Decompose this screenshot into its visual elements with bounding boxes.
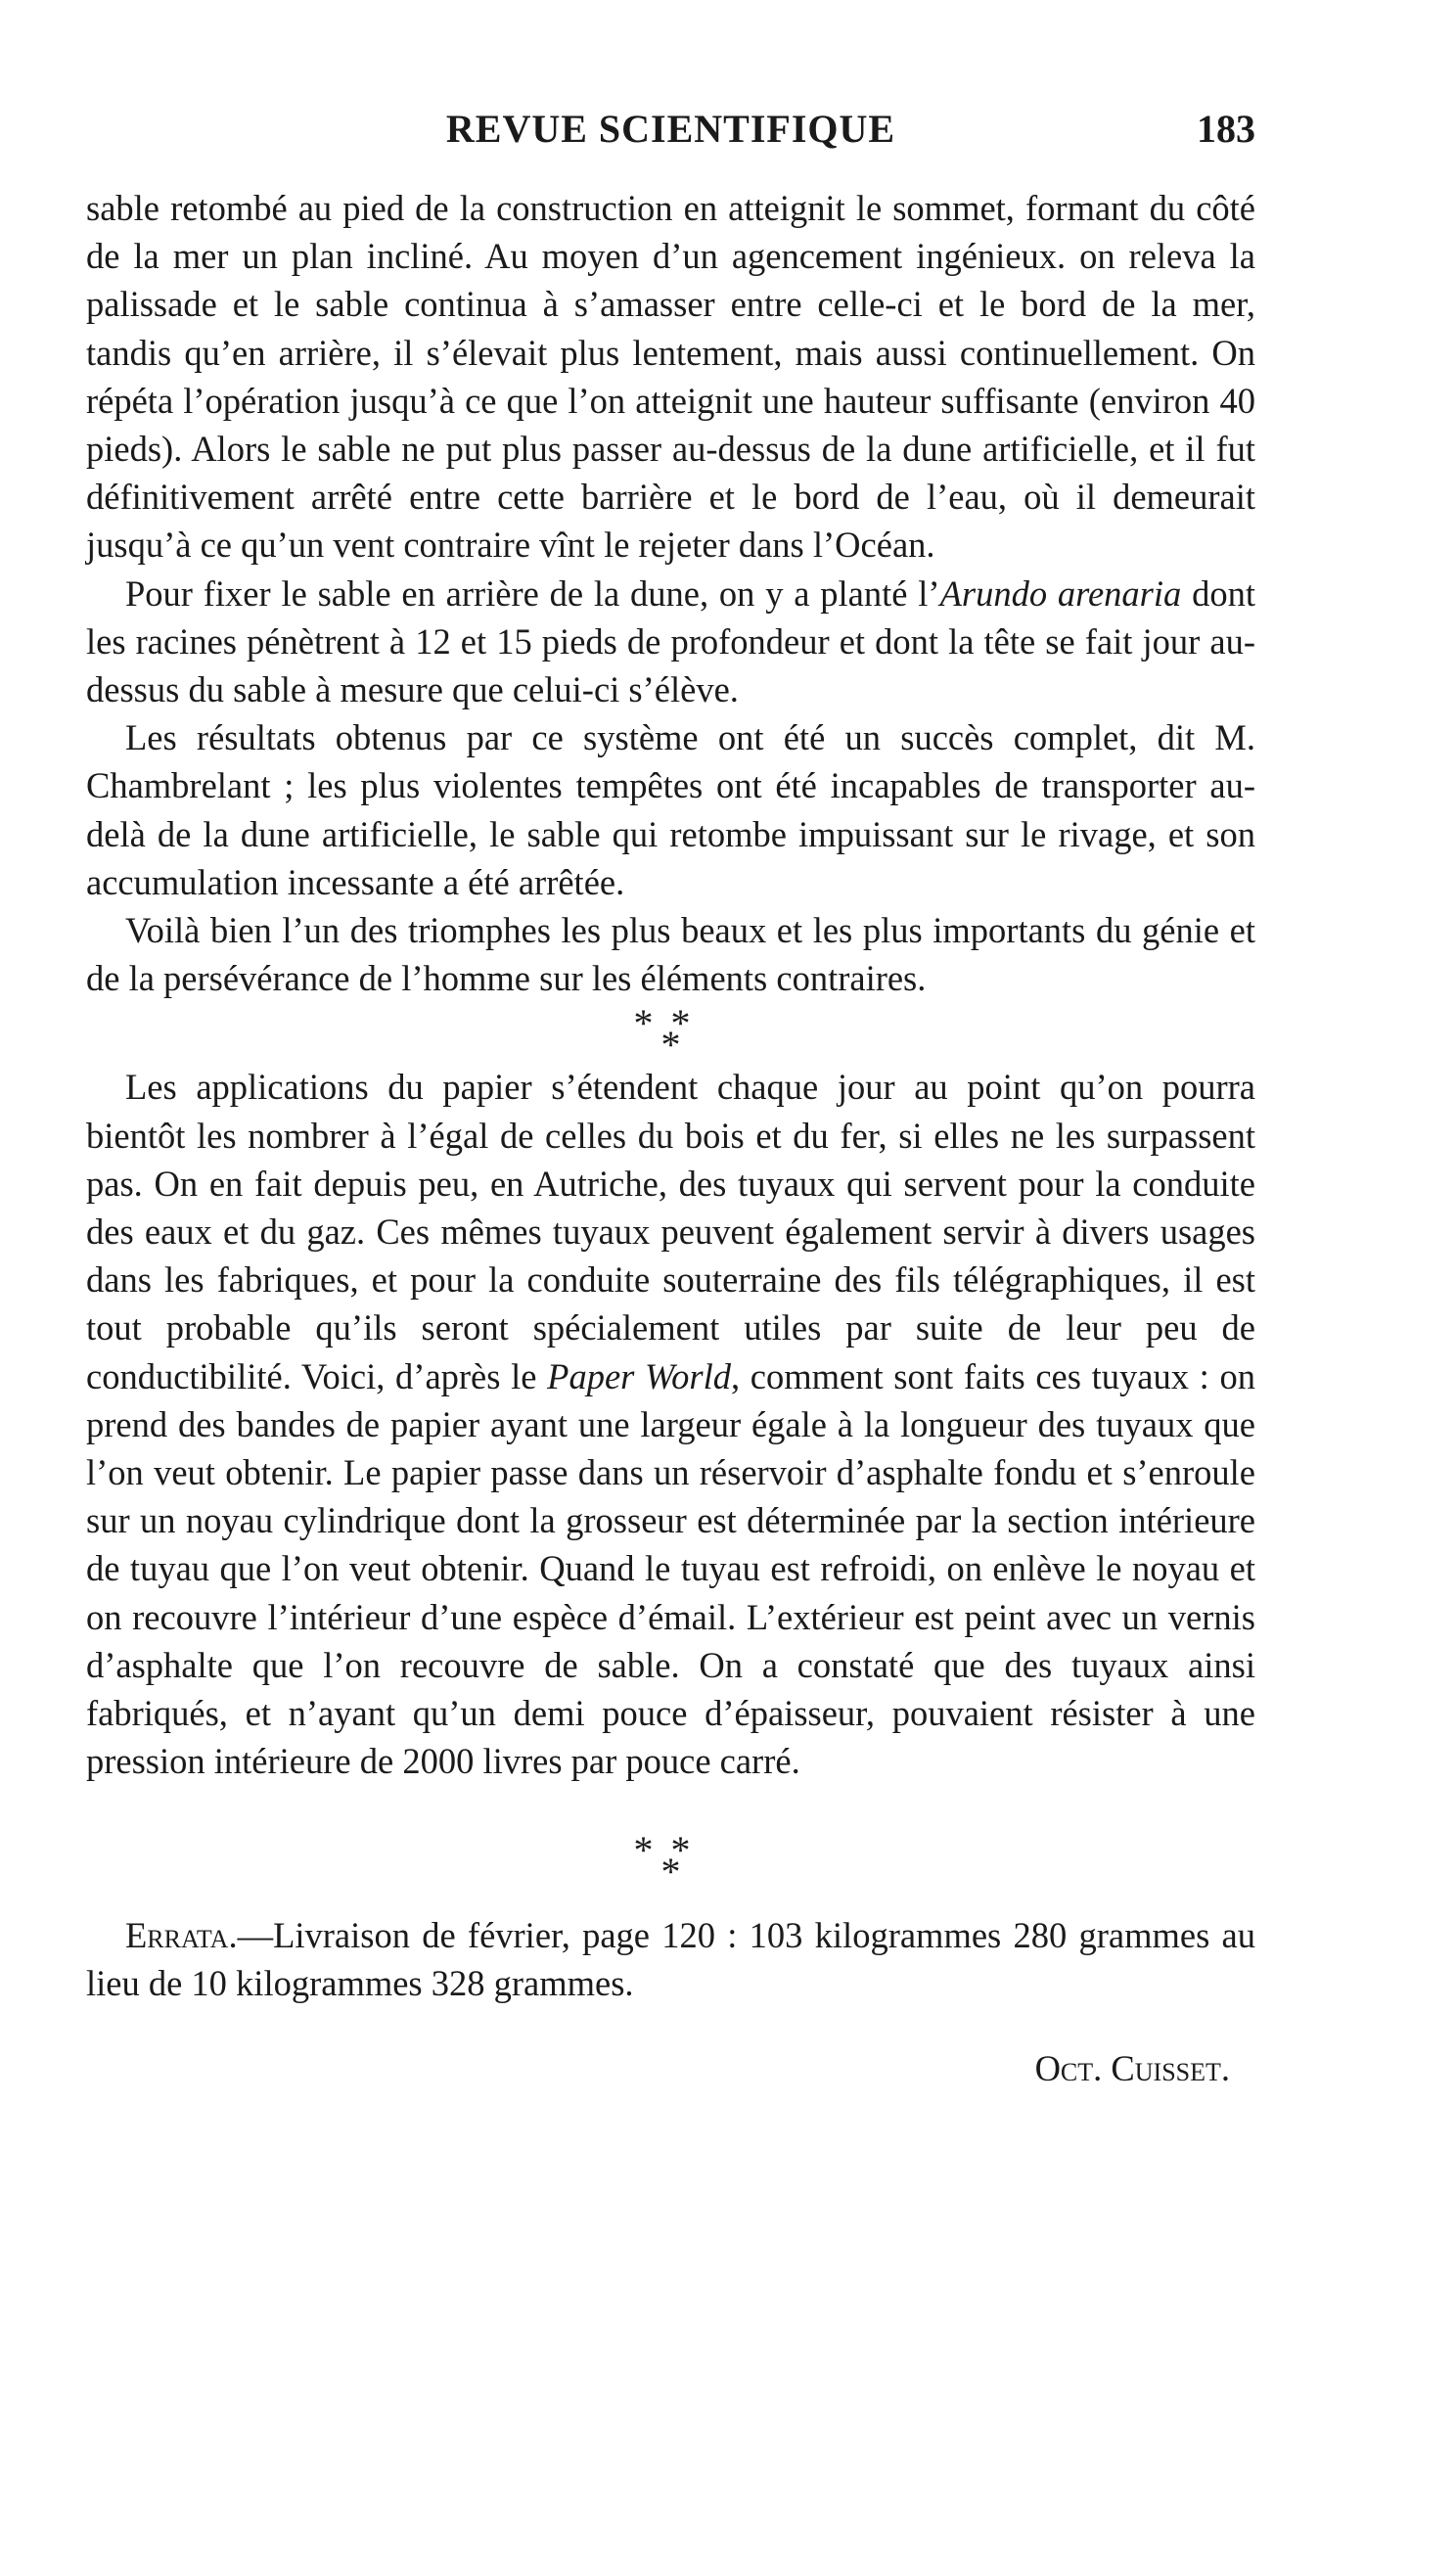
separator-star-middle: * (660, 1023, 681, 1068)
paragraph-dune-construction: sable retombé au pied de la construction en atteignit le sommet, formant du côté de la mer un plan incliné. Au moyen d’un agencement ingénieux. on releva la palissade et le sable continua à s’amasser entre celle-ci et le bord de la mer, tandis qu’en arrière, il s’élevait plus lentement, mais aussi continuellement. On répéta l’opération jusqu’à ce que l’on atteignit une hauteur suffisante (environ 40 pieds). Alors le sable ne put plus passer au-dessus de la dune artificielle, et il fut définitivement arrêté entre cette barrière et le bord de l’eau, où il demeurait jusqu’à ce qu’un vent contraire vînt le rejeter dans l’Océan. (86, 188, 1255, 566)
separator-star-middle: * (660, 1849, 681, 1894)
paragraph-paper-pipes (86, 1063, 1255, 1785)
paragraph-text: Les applications du papier s’étendent chaque jour au point qu’on pourra bientôt les nombrer à l’égal de celles du bois et du fer, si elles ne les surpassent pas. On en fait depuis peu, en Autriche, des tuyaux qui servent pour la conduite des eaux et du gaz. Ces mêmes tuyaux peuvent également servir à divers usages dans les fabriques, et pour la conduite souterraine des fils télégraphiques, il est tout probable qu’ils seront spécialement utiles par suite de leur peu de conductibilité. Voici, d’après le (86, 1067, 1255, 1396)
author-signature: Oct. Cuisset. (1034, 2047, 1230, 2088)
paragraph-arundo (86, 570, 1255, 714)
page-number: 183 (1197, 107, 1255, 151)
section-separator (86, 1001, 1255, 1068)
paragraph-text: Pour fixer le sable en arrière de la dune, on y a planté l’ (125, 572, 940, 614)
publication-title: Paper World (547, 1355, 731, 1396)
article-body (86, 184, 1255, 2092)
paragraph-triumph: Voilà bien l’un des triomphes les plus beaux et les plus importants du génie et de la persévérance de l’homme sur les éléments contraires. (86, 910, 1255, 999)
journal-title: REVUE SCIENTIFIQUE (445, 107, 896, 151)
paragraph-text: , comment sont faits ces tuyaux : on prend des bandes de papier ayant une largeur égale à la longueur des tuyaux que l’on veut obtenir. Le papier passe dans un réservoir d’asphalte fondu et s’enroule sur un noyau cylindrique dont la grosseur est déterminée par la section intérieure de tuyau que l’on veut obtenir. Quand le tuyau est refroidi, on enlève le noyau et on recouvre l’intérieur d’une espèce d’émail. L’extérieur est peint avec un vernis d’asphalte que l’on recouvre de sable. On a constaté que des tuyaux ainsi fabriqués, et n’ayant qu’un demi pouce d’épaisseur, pouvaient résister à une pression intérieure de 2000 livres par pouce carré. (86, 1355, 1255, 1782)
running-header (86, 102, 1255, 160)
separator-stars-top: ** (633, 1001, 708, 1046)
errata-text: —Livraison de février, page 120 : 103 kilogrammes 280 grammes au lieu de 10 kilogrammes 328 grammes. (86, 1914, 1255, 2003)
errata-note (86, 1911, 1255, 2007)
section-separator (86, 1827, 1255, 1894)
paragraph-text: dont les racines pénètrent à 12 et 15 pieds de profondeur et dont la tête se fait jour au-dessus du sable à mesure que celui-ci s’élève. (86, 572, 1255, 710)
separator-stars-top: ** (633, 1827, 708, 1872)
paragraph-results: Les résultats obtenus par ce système ont été un succès complet, dit M. Chambrelant ; les plus violentes tempêtes ont été incapables de transporter au-delà de la dune artificielle, le sable qui retombe impuissant sur le rivage, et son accumulation incessante a été arrêtée. (86, 717, 1255, 902)
errata-label: Errata. (125, 1914, 238, 1955)
species-name: Arundo arenaria (939, 572, 1182, 614)
